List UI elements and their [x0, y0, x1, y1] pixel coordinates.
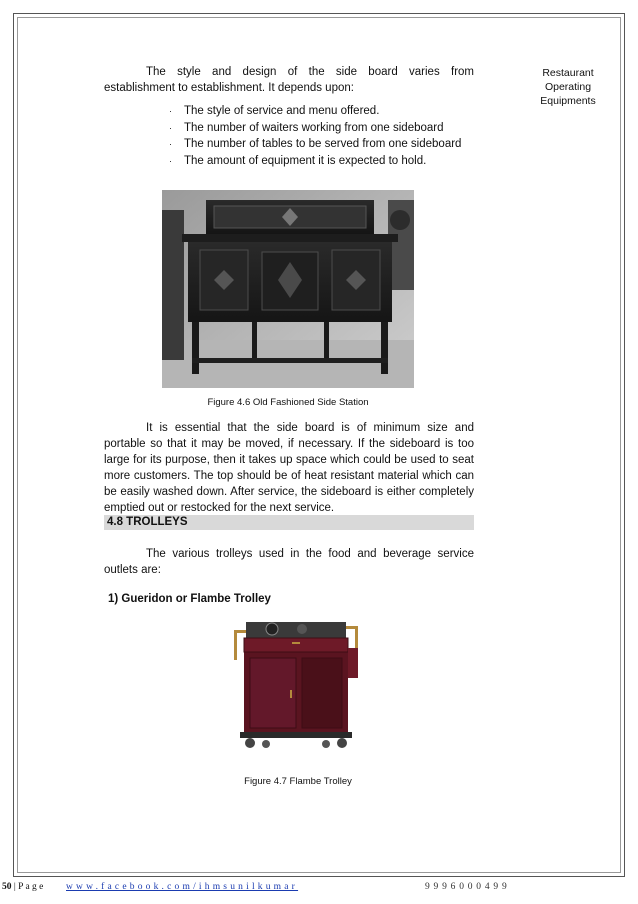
- list-item: [169, 104, 474, 119]
- facebook-link[interactable]: www.facebook.com/ihmsunilkumar: [66, 882, 299, 892]
- list-item: [169, 121, 474, 136]
- page-number-value: 50: [2, 882, 12, 892]
- list-item-text: The style of service and menu offered.: [184, 105, 380, 117]
- trolleys-intro: The various trolleys used in the food and beverage service outlets are:: [104, 548, 474, 576]
- page-number: [2, 882, 43, 892]
- bullet: ·: [169, 139, 172, 149]
- subheading: 1) Gueridon or Flambe Trolley: [108, 593, 271, 605]
- intro-paragraph: The style and design of the side board varies from establishment to establishment. It depends upon:: [104, 66, 474, 94]
- list-item: [169, 154, 474, 169]
- side-title-line: Restaurant: [542, 67, 594, 79]
- list-item-text: The number of waiters working from one sideboard: [184, 121, 444, 134]
- side-title-line: Equipments: [540, 95, 596, 107]
- side-title-line: Operating: [544, 81, 592, 93]
- list-item: [169, 137, 474, 152]
- bullet: ·: [169, 122, 172, 133]
- essential-paragraph: It is essential that the side board is of minimum size and portable so that it may be moved, if necessary. If the sideboard is too large for its purpose, then it takes up space which could be used to seat more customers. The top should be of heat resistant material which can be easily washed down. After service, the sideboard is either completely emptied out or restocked for the next service.: [104, 422, 474, 514]
- list-item-text: The amount of equipment it is expected to hold.: [184, 154, 427, 167]
- phone-number: 9996000499: [425, 882, 511, 892]
- body-content: [104, 420, 474, 516]
- footer: [0, 882, 638, 896]
- page-label: | P a g e: [13, 882, 44, 892]
- sideboard-photo: [162, 190, 414, 388]
- flambe-trolley-photo: [232, 614, 360, 750]
- side-title: [528, 66, 608, 108]
- criteria-list: [104, 104, 474, 168]
- bullet: ·: [169, 106, 172, 116]
- trolleys-content: [104, 546, 474, 607]
- figure-caption: Figure 4.6 Old Fashioned Side Station: [207, 397, 369, 408]
- figure-caption: Figure 4.7 Flambe Trolley: [244, 776, 352, 787]
- main-content: [104, 64, 474, 170]
- list-item-text: The number of tables to be served from one sideboard: [184, 138, 462, 150]
- bullet: ·: [169, 155, 172, 166]
- section-heading: 4.8 TROLLEYS: [104, 515, 474, 530]
